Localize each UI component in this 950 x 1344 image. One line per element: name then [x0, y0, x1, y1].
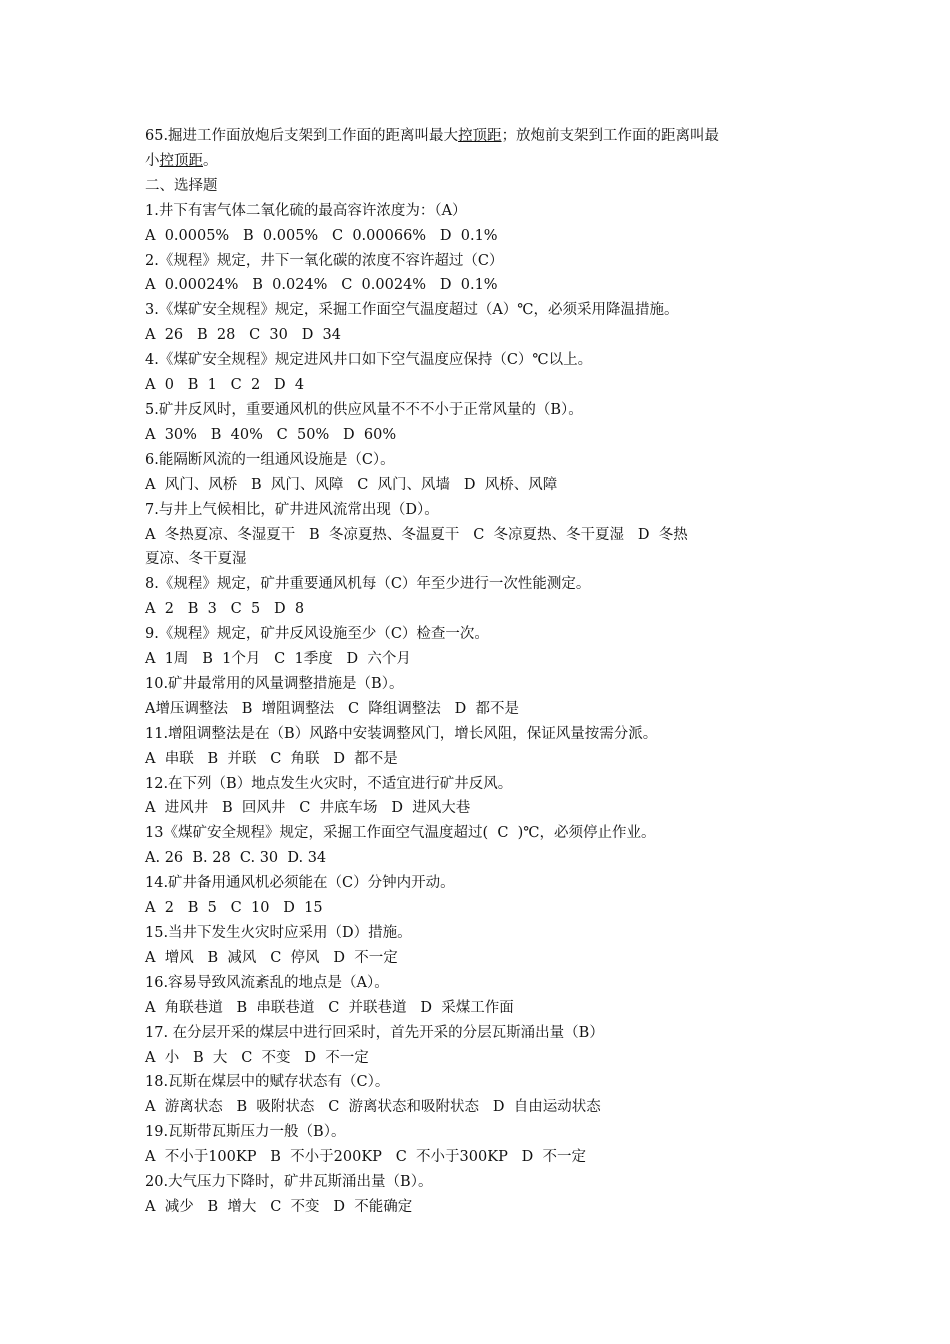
document-body — [145, 124, 810, 1220]
question-17: 17. 在分层开采的煤层中进行回采时，首先开采的分层瓦斯涌出量（B） — [145, 1024, 604, 1041]
question-7: 7.与井上气候相比，矿井进风流常出现（D）。 — [145, 501, 439, 518]
item-65-text-end: 。 — [203, 152, 218, 169]
item-65-line-1 — [145, 124, 810, 149]
options-1: A 0.0005% B 0.005% C 0.00066% D 0.1% — [145, 227, 498, 244]
question-1: 1.井下有害气体二氧化硫的最高容许浓度为：（A） — [145, 202, 467, 219]
question-3: 3.《煤矿安全规程》规定，采掘工作面空气温度超过（A）℃，必须采用降温措施。 — [145, 302, 679, 319]
options-7: A 冬热夏凉、冬湿夏干 B 冬凉夏热、冬温夏干 C 冬凉夏热、冬干夏湿 D 冬热 夏凉、冬干夏湿 — [145, 526, 688, 568]
options-10: A增压调整法 B 增阻调整法 C 降组调整法 D 都不是 — [145, 700, 519, 717]
item-65-line-2 — [145, 149, 810, 174]
options-12: A 进风井 B 回风井 C 井底车场 D 进风大巷 — [145, 800, 471, 817]
item-65-text: 65.掘进工作面放炮后支架到工作面的距离叫最大 — [145, 128, 459, 144]
options-15: A 增风 B 减风 C 停风 D 不一定 — [145, 949, 398, 966]
question-10: 10.矿井最常用的风量调整措施是（B）。 — [145, 675, 404, 692]
options-18: A 游离状态 B 吸附状态 C 游离状态和吸附状态 D 自由运动状态 — [145, 1099, 601, 1116]
options-14: A 2 B 5 C 10 D 15 — [145, 900, 323, 917]
question-8: 8.《规程》规定，矿井重要通风机每（C）年至少进行一次性能测定。 — [145, 576, 591, 593]
question-14: 14.矿井备用通风机必须能在（C）分钟内开动。 — [145, 875, 455, 892]
options-20: A 减少 B 增大 C 不变 D 不能确定 — [145, 1198, 413, 1215]
options-13: A. 26 B. 28 C. 30 D. 34 — [145, 850, 327, 867]
item-65-answer-min: 控顶距 — [159, 152, 203, 169]
question-11: 11.增阻调整法是在（B）风路中安装调整风门，增长风阻，保证风量按需分派。 — [145, 725, 658, 742]
item-65-text-min: 小 — [145, 152, 160, 169]
question-15: 15.当井下发生火灾时应采用（D）措施。 — [145, 925, 412, 941]
question-5: 5.矿井反风时，重要通风机的供应风量不不不小于正常风量的（B）。 — [145, 401, 583, 418]
section-title: 二、选择题 — [145, 177, 218, 194]
options-4: A 0 B 1 C 2 D 4 — [145, 377, 305, 394]
question-4: 4.《煤矿安全规程》规定进风井口如下空气温度应保持（C）℃以上。 — [145, 352, 593, 369]
options-11: A 串联 B 并联 C 角联 D 都不是 — [145, 750, 398, 767]
question-19: 19.瓦斯带瓦斯压力一般（B）。 — [145, 1124, 346, 1141]
question-20: 20.大气压力下降时，矿井瓦斯涌出量（B）。 — [145, 1174, 433, 1191]
question-9: 9.《规程》规定，矿井反风设施至少（C）检查一次。 — [145, 626, 489, 643]
question-2: 2.《规程》规定，井下一氧化碳的浓度不容许超过（C） — [145, 252, 504, 269]
question-16: 16.容易导致风流紊乱的地点是（A）。 — [145, 974, 389, 991]
options-5: A 30% B 40% C 50% D 60% — [145, 426, 397, 443]
question-12: 12.在下列（B）地点发生火灾时，不适宜进行矿井反风。 — [145, 775, 513, 792]
options-16: A 角联巷道 B 串联巷道 C 并联巷道 D 采煤工作面 — [145, 999, 514, 1016]
options-2: A 0.00024% B 0.024% C 0.0024% D 0.1% — [145, 277, 498, 294]
options-8: A 2 B 3 C 5 D 8 — [145, 601, 305, 618]
options-3: A 26 B 28 C 30 D 34 — [145, 327, 342, 344]
question-list — [145, 199, 810, 1220]
item-65-text-cont: ；放炮前支架到工作面的距离叫最 — [501, 128, 720, 144]
options-6: A 风门、风桥 B 风门、风障 C 风门、风墙 D 风桥、风障 — [145, 476, 558, 493]
options-17: A 小 B 大 C 不变 D 不一定 — [145, 1049, 369, 1066]
item-65-answer-max: 控顶距 — [458, 128, 502, 144]
options-19: A 不小于100KP B 不小于200KP C 不小于300KP D 不一定 — [145, 1149, 586, 1166]
question-6: 6.能隔断风流的一组通风设施是（C）。 — [145, 451, 395, 468]
question-18: 18.瓦斯在煤层中的赋存状态有（C）。 — [145, 1074, 390, 1091]
question-13: 13《煤矿安全规程》规定，采掘工作面空气温度超过( C )℃，必须停止作业。 — [145, 825, 656, 842]
options-9: A 1周 B 1个月 C 1季度 D 六个月 — [145, 651, 411, 668]
